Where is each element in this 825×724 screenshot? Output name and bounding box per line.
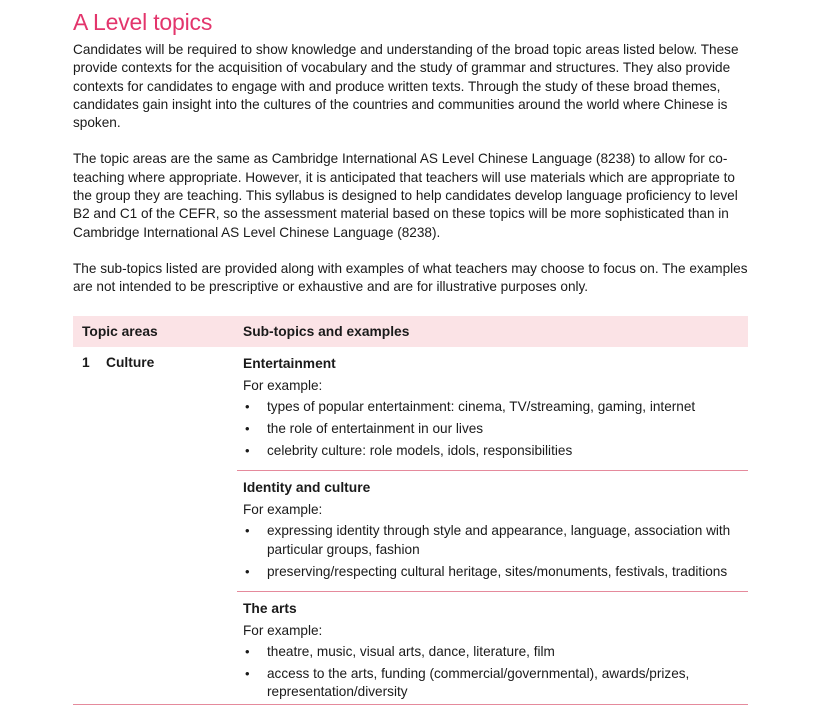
list-item-text: access to the arts, funding (commercial/governmental), awards/prizes, representation/diversity (267, 665, 690, 699)
bullet-list (243, 398, 748, 461)
list-item-text: the role of entertainment in our lives (267, 421, 484, 436)
topic-areas-paragraph: The topic areas are the same as Cambridge International AS Level Chinese Language (8238) to allow for co-teaching where appropriate. However, it is anticipated that teachers will use materials which are appropriate to the group they are teaching. This syllabus is designed to help candidates develop language proficiency to level B2 and C1 of the CEFR, so the assessment material based on these topics will be more sophisticated than in Cambridge International AS Level Chinese Language (8238). (73, 151, 738, 240)
list-item (243, 643, 748, 662)
bullet-list (243, 522, 748, 581)
page-title: A Level topics (73, 9, 213, 35)
list-item (243, 563, 748, 582)
page-content (73, 0, 753, 297)
subtopics-column (237, 347, 748, 711)
bullet-icon: • (245, 421, 250, 436)
example-label: For example: (243, 378, 323, 393)
list-item (243, 442, 748, 461)
example-label: For example: (243, 622, 323, 638)
topics-table (73, 316, 748, 711)
list-item-text: types of popular entertainment: cinema, TV/streaming, gaming, internet (267, 399, 696, 414)
list-item-text: celebrity culture: role models, idols, responsibilities (267, 443, 573, 458)
bullet-icon: • (245, 523, 250, 538)
list-item (243, 420, 748, 439)
table-row (73, 347, 748, 711)
list-item-text: expressing identity through style and appearance, language, association with particular groups, fashion (267, 523, 731, 557)
example-label: For example: (243, 502, 323, 517)
list-item-text: preserving/respecting cultural heritage, sites/monuments, festivals, traditions (267, 563, 728, 579)
topic-name: Culture (106, 355, 155, 370)
subtopic-the-arts (237, 592, 748, 712)
subtopic-title: Entertainment (243, 356, 336, 371)
list-item-text: theatre, music, visual arts, dance, literature, film (267, 643, 555, 659)
bullet-list (243, 643, 748, 702)
topic-cell (73, 347, 235, 711)
bullet-icon: • (245, 443, 250, 458)
subtopic-identity-and-culture (237, 471, 748, 592)
subtopic-title: Identity and culture (243, 480, 371, 495)
header-subtopics: Sub-topics and examples (243, 324, 410, 339)
intro-paragraph: Candidates will be required to show knowledge and understanding of the broad topic areas listed below. These provide contexts for the acquisition of vocabulary and the study of grammar and structures. They also provide contexts for candidates to engage with and produce written texts. Through the study of these broad themes, candidates gain insight into the cultures of the countries and communities around the world where Chinese is spoken. (73, 42, 739, 131)
header-topic-areas: Topic areas (82, 324, 158, 339)
bullet-icon: • (245, 563, 250, 579)
subtopic-title: The arts (243, 600, 297, 616)
subtopics-note-paragraph: The sub-topics listed are provided along with examples of what teachers may choose to focus on. The examples are not intended to be prescriptive or exhaustive and are for illustrative purposes only. (73, 260, 748, 295)
table-header (73, 316, 748, 347)
list-item (243, 398, 748, 417)
list-item (243, 665, 748, 702)
bullet-icon: • (245, 399, 250, 414)
list-item (243, 522, 748, 559)
bullet-icon: • (245, 643, 250, 659)
subtopic-entertainment (237, 347, 748, 471)
table-bottom-rule (73, 704, 748, 705)
bullet-icon: • (245, 665, 250, 681)
topic-number: 1 (82, 355, 90, 370)
